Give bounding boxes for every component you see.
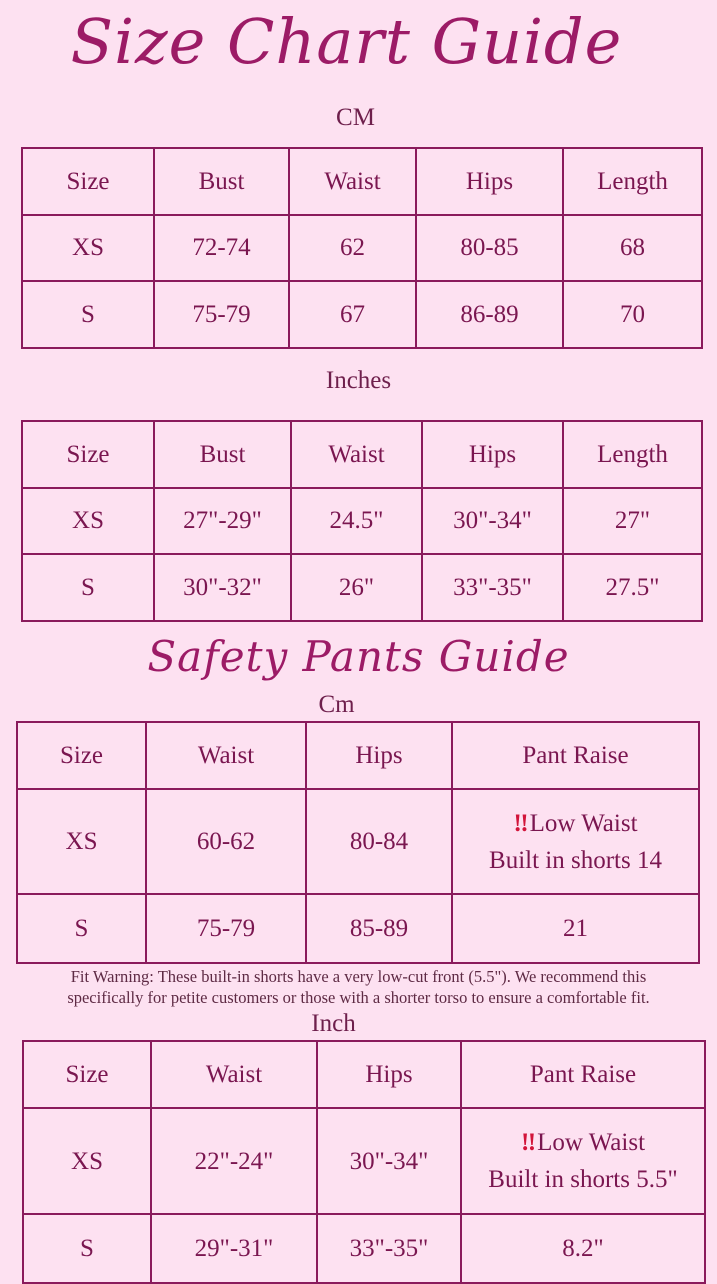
table-row	[23, 1214, 705, 1283]
table-row	[17, 789, 699, 894]
header-cell: Waist	[289, 148, 416, 215]
table-cell: 30"-34"	[422, 488, 563, 555]
table-cell: 27"-29"	[154, 488, 291, 555]
header-cell: Bust	[154, 421, 291, 488]
table-cell: 86-89	[416, 281, 563, 348]
header-cell: Pant Raise	[452, 722, 699, 789]
table-row	[22, 488, 702, 555]
table-cell: 30"-34"	[317, 1108, 461, 1214]
pant-raise-cell	[452, 789, 699, 894]
table-cell: 24.5"	[291, 488, 422, 555]
pants-cm-section-label: Cm	[318, 691, 355, 718]
table-cell: 75-79	[154, 281, 289, 348]
header-cell: Size	[17, 722, 146, 789]
table-cell: 62	[289, 215, 416, 282]
cm-section-label: CM	[336, 104, 375, 131]
table-cell: 30"-32"	[154, 554, 291, 621]
header-cell: Bust	[154, 148, 289, 215]
double-exclamation-icon: ‼	[513, 809, 526, 837]
header-cell: Hips	[306, 722, 452, 789]
table-cell: 33"-35"	[422, 554, 563, 621]
fit-warning-line: specifically for petite customers or those with a shorter torso to ensure a comfortable fit.	[67, 988, 650, 1007]
table-cell: 72-74	[154, 215, 289, 282]
table-cell: 68	[563, 215, 702, 282]
table-row	[17, 894, 699, 963]
size-table-cm	[21, 147, 703, 349]
table-header-row	[23, 1041, 705, 1108]
table-row	[23, 1108, 705, 1214]
safety-pants-title: Safety Pants Guide	[147, 632, 570, 681]
header-cell: Size	[22, 148, 154, 215]
built-in-shorts-text: Built in shorts 5.5"	[488, 1166, 678, 1193]
table-cell: XS	[22, 215, 154, 282]
table-cell: 8.2"	[461, 1214, 705, 1283]
header-cell: Waist	[151, 1041, 317, 1108]
table-cell: S	[22, 554, 154, 621]
inches-section-label: Inches	[325, 367, 392, 394]
table-cell: XS	[23, 1108, 151, 1214]
table-cell: 80-85	[416, 215, 563, 282]
table-cell: 27"	[563, 488, 702, 555]
table-cell: 26"	[291, 554, 422, 621]
fit-warning-note	[0, 966, 717, 1008]
table-cell: 67	[289, 281, 416, 348]
table-header-row	[22, 148, 702, 215]
table-cell: XS	[22, 488, 154, 555]
table-cell: 33"-35"	[317, 1214, 461, 1283]
table-cell: 60-62	[146, 789, 306, 894]
table-cell: 27.5"	[563, 554, 702, 621]
table-cell: 29"-31"	[151, 1214, 317, 1283]
header-cell: Size	[22, 421, 154, 488]
table-cell: S	[23, 1214, 151, 1283]
table-cell: 22"-24"	[151, 1108, 317, 1214]
header-cell: Pant Raise	[461, 1041, 705, 1108]
low-waist-text: Low Waist	[537, 1129, 646, 1156]
table-cell: 75-79	[146, 894, 306, 963]
header-cell: Hips	[317, 1041, 461, 1108]
pants-table-inch	[22, 1040, 706, 1284]
pant-raise-cell	[461, 1108, 705, 1214]
header-cell: Length	[563, 148, 702, 215]
size-table-inches	[21, 420, 703, 622]
table-header-row	[17, 722, 699, 789]
header-cell: Waist	[291, 421, 422, 488]
table-cell: 85-89	[306, 894, 452, 963]
pants-inch-section-label: Inch	[311, 1010, 356, 1037]
table-row	[22, 554, 702, 621]
table-row	[22, 281, 702, 348]
pants-table-cm	[16, 721, 700, 964]
table-cell: 80-84	[306, 789, 452, 894]
header-cell: Size	[23, 1041, 151, 1108]
table-cell: S	[22, 281, 154, 348]
low-waist-text: Low Waist	[529, 809, 638, 837]
built-in-shorts-text: Built in shorts 14	[489, 846, 662, 874]
fit-warning-line: Fit Warning: These built-in shorts have a very low-cut front (5.5"). We recommend this	[70, 967, 647, 986]
table-row	[22, 215, 702, 282]
table-cell: XS	[17, 789, 146, 894]
header-cell: Waist	[146, 722, 306, 789]
double-exclamation-icon: ‼	[520, 1129, 534, 1156]
table-header-row	[22, 421, 702, 488]
header-cell: Hips	[416, 148, 563, 215]
header-cell: Hips	[422, 421, 563, 488]
table-cell: 21	[452, 894, 699, 963]
page-title: Size Chart Guide	[70, 5, 623, 78]
header-cell: Length	[563, 421, 702, 488]
table-cell: 70	[563, 281, 702, 348]
table-cell: S	[17, 894, 146, 963]
